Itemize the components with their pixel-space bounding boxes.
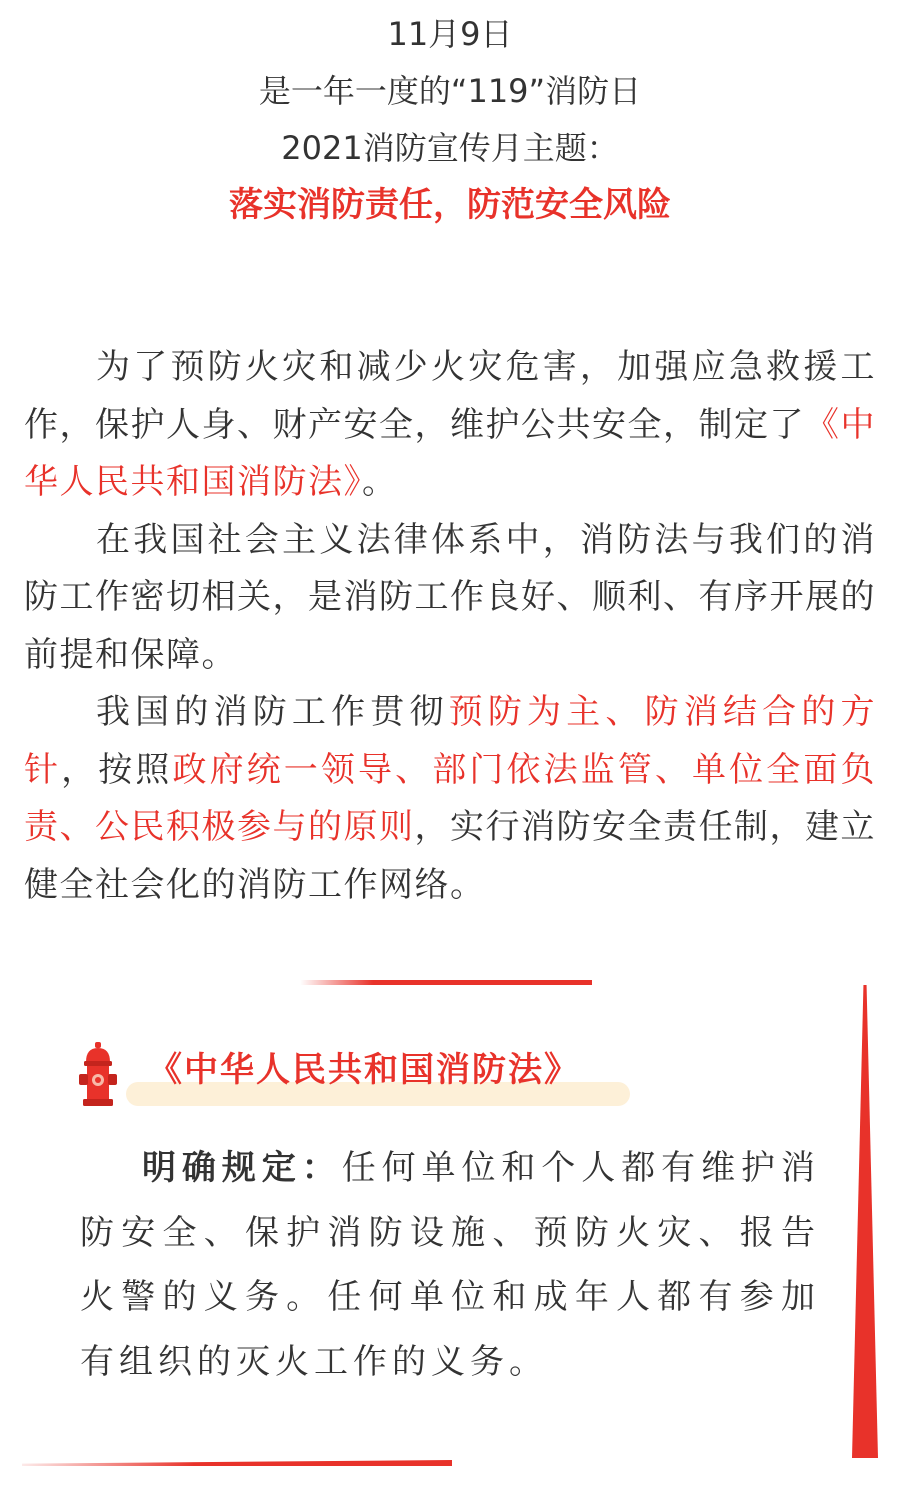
intro-paragraph-3-b: ，按照 [61, 749, 173, 790]
section-lead: 明确规定： [142, 1148, 342, 1188]
intro-paragraph-3 [24, 684, 876, 914]
section-paragraph [80, 1136, 820, 1394]
fire-hydrant-icon [78, 1042, 118, 1108]
fire-day-line: 是一年一度的“119”消防日 [258, 72, 642, 110]
intro-paragraph-3-a: 我国的消防工作贯彻 [96, 692, 449, 732]
bottom-divider [22, 1460, 452, 1466]
policy-highlight: 预防为主、防消结合的方针 [24, 692, 877, 790]
section-body-text: 任何单位和个人都有维护消防安全、保护消防设施、预防火灾、报告火警的义务。任何单位和成年人都有参加有组织的灭火工作的义务。 [80, 1148, 820, 1382]
law-name-highlight: 《中华人民共和国消防法》 [24, 404, 876, 502]
section-header [78, 1042, 638, 1112]
section-content [80, 1136, 820, 1394]
theme-label: 2021消防宣传月主题： [281, 129, 619, 167]
intro-paragraph-3-c: ，实行消防安全责任制，建立健全社会化的消防工作网络。 [24, 807, 876, 905]
section-title: 《中华人民共和国消防法》 [148, 1050, 580, 1090]
date-line: 11月9日 [387, 15, 513, 53]
intro-paragraph-1-end: 。 [362, 462, 398, 502]
theme-slogan: 落实消防责任，防范安全风险 [229, 185, 671, 225]
intro-paragraph-2: 在我国社会主义法律体系中，消防法与我们的消防工作密切相关，是消防工作良好、顺利、有序开展的前提和保障。 [24, 519, 876, 675]
top-divider [300, 980, 592, 985]
right-divider [852, 985, 878, 1458]
intro-paragraph-1-text: 为了预防火灾和减少火灾危害，加强应急救援工作，保护人身、财产安全，维护公共安全，制定了 [24, 347, 876, 445]
intro-paragraph-1 [24, 339, 876, 512]
header [0, 6, 900, 234]
principle-highlight: 政府统一领导、部门依法监管、单位全面负责、公民积极参与的原则 [24, 749, 877, 847]
intro-article [24, 339, 876, 914]
